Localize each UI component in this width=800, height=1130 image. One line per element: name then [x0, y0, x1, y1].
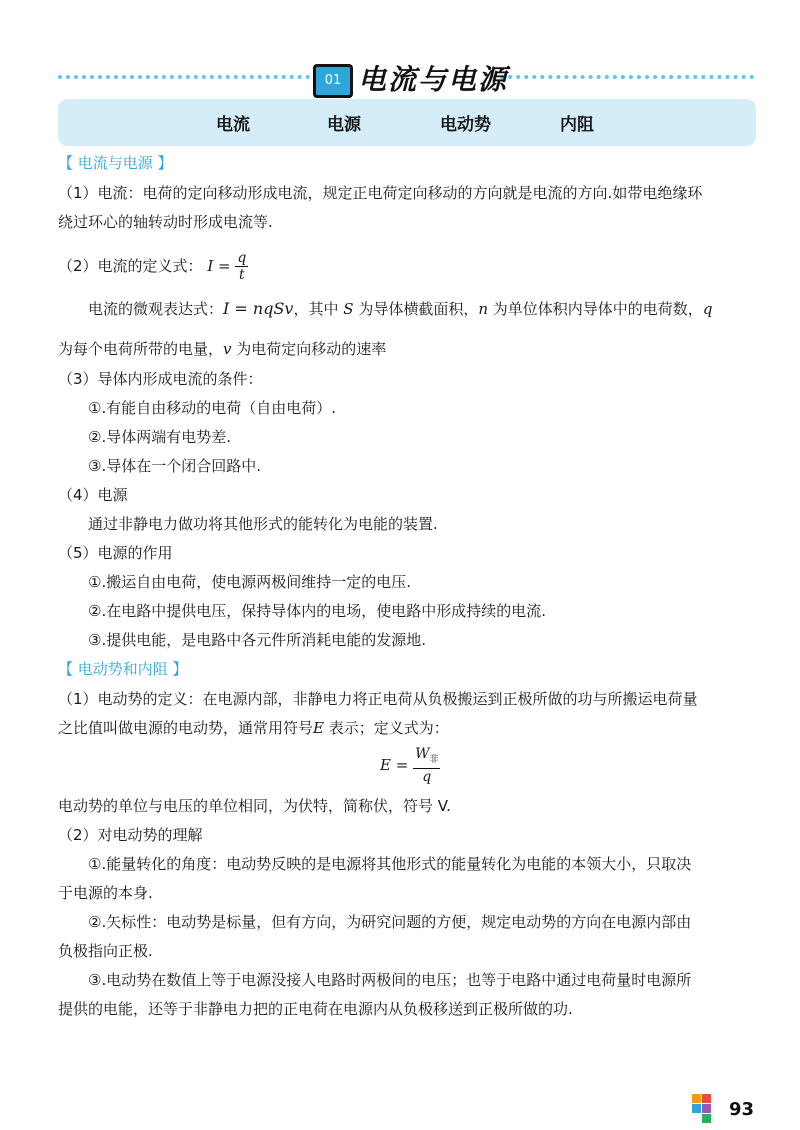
text: 为电荷定向移动的速率: [236, 340, 387, 358]
numerator-symbol: W: [415, 746, 430, 762]
page-title: 电流与电源: [358, 63, 509, 96]
list-item: ①.有能自由移动的电荷（自由电荷）.: [88, 399, 336, 417]
list-item: ③.导体在一个闭合回路中.: [88, 457, 261, 475]
paragraph: （2）对电动势的理解: [58, 826, 203, 844]
fraction: [235, 250, 248, 283]
tab-power-source: 电源: [327, 115, 361, 135]
text: ，其中: [293, 300, 339, 318]
text: 之比值叫做电源的电动势，通常用符号: [58, 719, 314, 737]
paragraph: 绕过环心的轴转动时形成电流等.: [58, 213, 273, 231]
publisher-logo-icon: [692, 1094, 718, 1124]
symbol: n: [478, 300, 489, 318]
list-item-continuation: 于电源的本身.: [58, 884, 153, 902]
formula-lhs: E =: [380, 755, 409, 774]
formula-lhs: I =: [207, 257, 231, 275]
section-heading-emf: 【 电动势和内阻 】: [58, 660, 188, 678]
numerator-subscript: 非: [429, 754, 439, 765]
topic-bar: [58, 99, 756, 146]
text: 为每个电荷所带的电量，: [58, 340, 224, 358]
fraction-numerator: [413, 746, 440, 769]
symbol: S: [343, 300, 354, 318]
list-item-continuation: 负极指向正极.: [58, 942, 153, 960]
paragraph: （3）导体内形成电流的条件：: [58, 370, 263, 388]
text: 电流的微观表达式：: [88, 300, 224, 318]
fraction-denominator: t: [239, 267, 245, 283]
paragraph: （1）电动势的定义：在电源内部，非静电力将正电荷从负极搬运到正极所做的功与所搬运电荷量: [58, 690, 698, 708]
list-item: ②.在电路中提供电压，保持导体内的电场，使电路中形成持续的电流.: [88, 602, 546, 620]
list-item: ②.导体两端有电势差.: [88, 428, 231, 446]
fraction-numerator: q: [237, 250, 247, 266]
list-item: ②.矢标性：电动势是标量，但有方向，为研究问题的方便，规定电动势的方向在电源内部由: [88, 913, 692, 931]
tab-current: 电流: [216, 115, 250, 135]
list-item: ③.提供电能，是电路中各元件所消耗电能的发源地.: [88, 631, 426, 649]
micro-expression-line: [88, 298, 712, 320]
header-dots-right: [492, 75, 754, 79]
tab-emf: 电动势: [440, 115, 491, 135]
list-item-continuation: 提供的电能，还等于非静电力把的正电荷在电源内从负极移送到正极所做的功.: [58, 1000, 573, 1018]
symbol: v: [223, 340, 232, 358]
definition-line: [58, 250, 248, 283]
list-item: ①.搬运自由电荷，使电源两极间维持一定的电压.: [88, 573, 411, 591]
symbol: E: [313, 719, 324, 737]
paragraph: （5）电源的作用: [58, 544, 173, 562]
paragraph: （1）电流：电荷的定向移动形成电流，规定正电荷定向移动的方向就是电流的方向.如带电绝缘环: [58, 184, 703, 202]
fraction: [413, 746, 440, 785]
paragraph: [58, 717, 449, 739]
formula: I = nqSv: [223, 299, 294, 318]
tab-internal-resistance: 内阻: [560, 115, 594, 135]
symbol: q: [702, 300, 713, 318]
paragraph: [58, 338, 386, 360]
paragraph: 通过非静电力做功将其他形式的能转化为电能的装置.: [88, 515, 438, 533]
page-number: 93: [729, 1099, 755, 1120]
paragraph: （4）电源: [58, 486, 128, 504]
text: （2）电流的定义式：: [58, 257, 203, 275]
emf-formula: [380, 746, 440, 785]
section-number-badge: 01: [313, 64, 353, 98]
section-heading-current: 【 电流与电源 】: [58, 154, 173, 172]
list-item: ①.能量转化的角度：电动势反映的是电源将其他形式的能量转化为电能的本领大小，只取决: [88, 855, 692, 873]
list-item: ③.电动势在数值上等于电源没接人电路时两极间的电压；也等于电路中通过电荷量时电源所: [88, 971, 692, 989]
text: 表示；定义式为：: [328, 719, 449, 737]
text: 为导体横截面积，: [358, 300, 479, 318]
fraction-denominator: q: [422, 768, 432, 785]
header-dots-left: [58, 75, 310, 79]
paragraph: 电动势的单位与电压的单位相同，为伏特，简称伏，符号 V.: [58, 797, 451, 815]
text: 为单位体积内导体中的电荷数，: [492, 300, 703, 318]
